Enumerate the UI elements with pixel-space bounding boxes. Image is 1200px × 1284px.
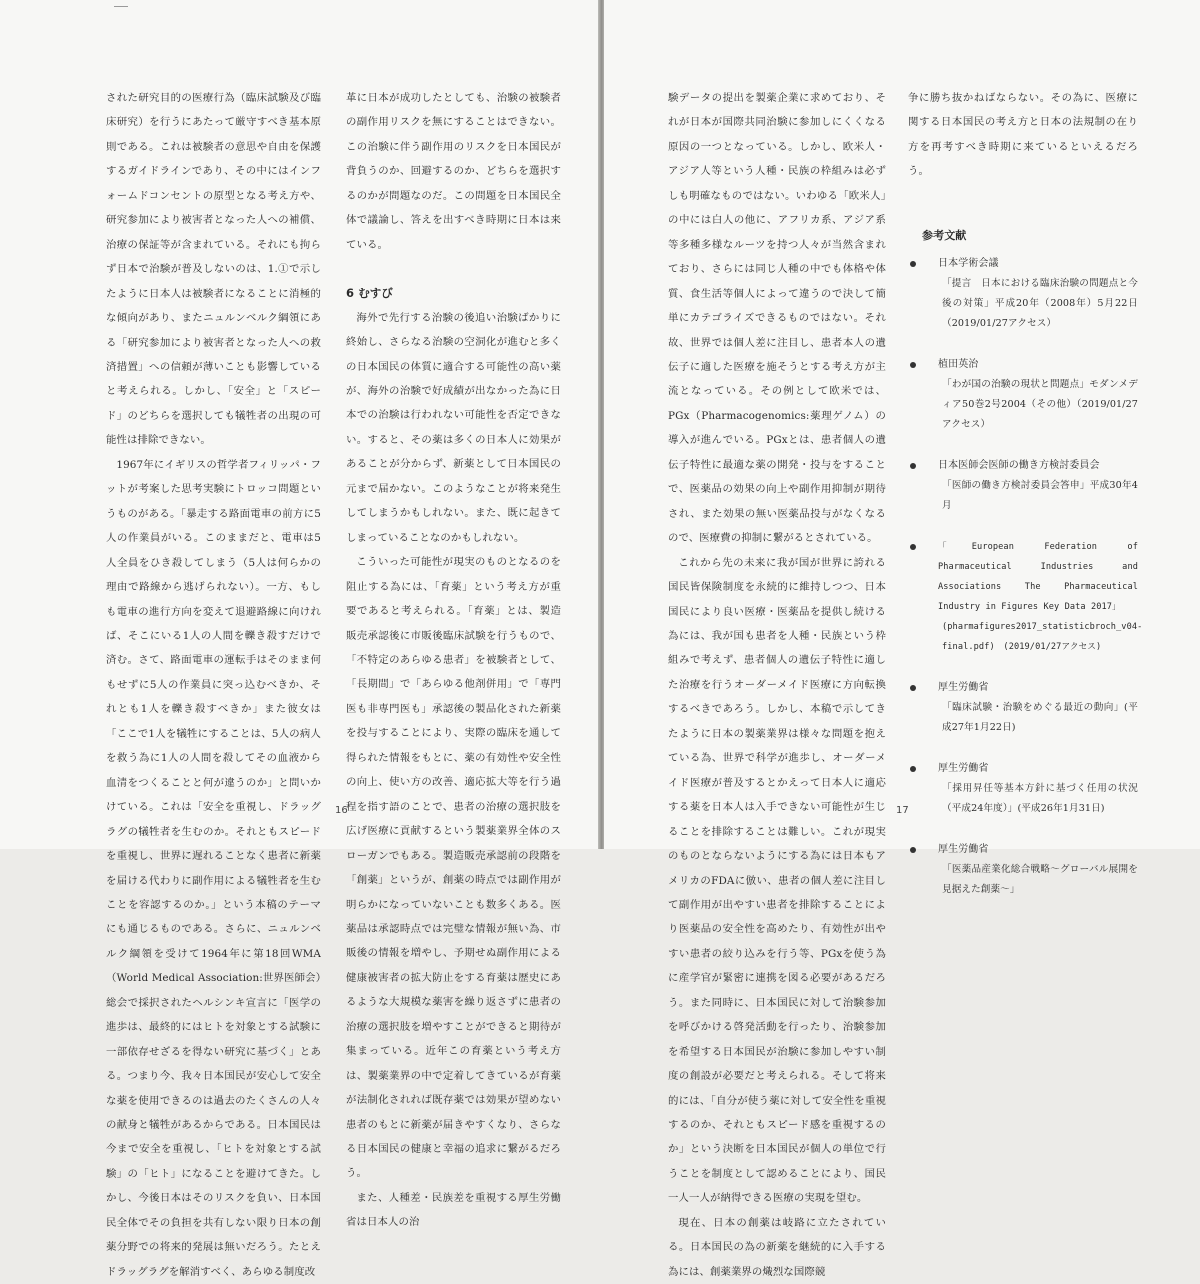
reference-detail: (pharmafigures2017_statisticbroch_v04-final.pdf) (2019/01/27アクセス) [942,621,1143,652]
left-page [0,0,600,1278]
reference-item [908,355,1138,435]
left-column-2 [346,86,561,1235]
reference-author: 厚生労働省 [938,843,989,855]
bullet-icon [910,362,916,368]
paragraph: 革に日本が成功したとしても、治験の被験者の副作用リスクを無にすることはできない。この治験に伴う副作用のリスクを日本国民が背負うのか、回避するのか、どちらを選択するのかが問題なのだ。この問題を日本国民全体で議論し、答えを出すべき時期に日本は来ている。 [346,92,561,251]
reference-author: 植田英治 [938,358,979,370]
page-number-right: 17 [896,805,909,816]
paragraph: 海外で先行する治験の後追い治験ばかりに終始し、さらなる治験の空洞化が進むと多くの日本国民の体質に適合する可能性の高い薬が、海外の治験で好成績が出なかった為に日本での治験は行われない可能性を否定できない。すると、その薬は多くの日本人に効果があることが分からず、新薬として日本国民の元まで届かない。このようなことが将来発生してしまうかもしれない。また、既に起きてしまっていることなのかもしれない。 [346,311,561,544]
reference-detail: 「医薬品産業化総合戦略～グローバル展開を見据えた創薬～」 [942,863,1138,895]
reference-author: 厚生労働省 [938,762,989,774]
reference-item [908,678,1138,738]
reference-detail: 「採用昇任等基本方針に基づく任用の状況（平成24年度）」(平成26年1月31日) [942,782,1138,814]
paragraph: 1967年にイギリスの哲学者フィリッパ・フットが考案した思考実験にトロッコ問題というものがある。「暴走する路面電車の前方に5人の作業員がいる。このままだと、電車は5人全員をひき殺してしまう（5人は何らかの理由で路線から逃げられない）。一方、もしも電車の進行方向を変えて退避路線に向ければ、そこにいる1人の人間を轢き殺すだけで済む。さて、路面電車の運転手はそのまま何もせずに5人の作業員に突っ込むべきか、それとも1人を轢き殺すべきか」また彼女は「ここで1人を犠牲にすることは、5人の病人を救う為に1人の人間を殺してその血液から血清をつくることと何が違うのか」と問いかけている。これは「安全を重視し、ドラッグラグの犠牲者を生むのか。それともスピードを重視し、世界に遅れることなく患者に新薬を届ける代わりに副作用による犠牲者を生むことを容認するのか。」という本稿のテーマにも通じるものである。さらに、ニュルンベルク綱領を受けて1964年に第18回WMA（World Medical Association:世界医師会）総会で採択されたヘルシンキ宣言に「医学の進歩は、最終的にはヒトを対象とする試験に一部依存せざるを得ない研究に基づく」とある。つまり今、我々日本国民が安心して安全な薬を使用できるのは過去のたくさんの人々の献身と犠牲があるからである。日本国民は今まで安全を重視し、「ヒトを対象とする試験」の「ヒト」になることを避けてきた。しかし、今後日本はそのリスクを負い、日本国民全体でその負担を共有しない限り日本の創薬分野での将来的発展は無いだろう。たとえドラッグラグを解消すべく、あらゆる制度改 [106,458,321,1278]
reference-detail: 「臨床試験・治験をめぐる最近の動向」(平成27年1月22日) [942,701,1138,733]
references-title: 参考文献 [922,228,967,242]
left-column-1 [106,86,321,1284]
reference-detail: 「提言 日本における臨床治験の問題点と今後の対策」平成20年（2008年）5月22日 （2019/01/27アクセス） [942,277,1148,329]
bullet-icon [910,685,916,691]
right-page [604,0,1200,1278]
reference-author: 厚生労働省 [938,681,989,693]
right-column-2 [908,86,1148,921]
paragraph: された研究目的の医療行為（臨床試験及び臨床研究）を行うにあたって厳守すべき基本原則である。これは被験者の意思や自由を保護するガイドラインであり、その中にはインフォームドコンセントの原型となる考え方や、研究参加により被害者となった人への補償、治療の保証等が含まれている。それにも拘らず日本で治験が普及しないのは、1.①で示したように日本人は被験者になることに消極的な傾向があり、またニュルンベルク綱領にある「研究参加により被害者となった人への救済措置」への信頼が薄いことも影響していると考えられる。しかし、「安全」と「スピード」のどちらを選択しても犠牲者の出現の可能性は排除できない。 [106,92,321,447]
bullet-icon [910,847,916,853]
reference-item [908,840,1138,900]
reference-author: 「European Federation of Pharmaceutical Industries and Associations The Pharmaceutical Industry in Figures Key Data 2017」 [938,541,1138,612]
page-number-left: 16 [335,805,348,816]
right-column-2-intro [908,86,1138,184]
bullet-icon [910,544,916,550]
left-column-2-intro [346,86,561,257]
reference-item [908,254,1148,334]
bullet-icon [910,766,916,772]
reference-author: 日本学術会議 [938,257,999,269]
paragraph: これから先の未来に我が国が世界に誇れる国民皆保険制度を永続的に維持しつつ、日本国民により良い医療・医薬品を提供し続ける為には、我が国も患者を人種・民族という枠組みで考えず、患者個人の遺伝子特性に適した治療を行うオーダーメイド医療に方向転換するべきであろう。しかし、本稿で示してきたように日本の製薬業界は様々な問題を抱えている為、世界で科学が進歩し、オーダーメイド医療が普及するとかえって日本人に適応する薬を日本人は入手できない可能性が生じることを排除することは難しい。これが現実のものとならないようにする為には日本もアメリカのFDAに倣い、患者の個人差に注目して副作用が出やすい患者を排除することにより医薬品の安全性を高めたり、有効性が出やすい患者の絞り込みを行う等、PGxを使う為に産学官が緊密に連携を図る必要があるだろう。また同時に、日本国民に対して治験参加を呼びかける啓発活動を行ったり、治験参加を希望する日本国民が治験に参加しやすい制度の創設が必要だと考えられる。そして将来的には、「自分が使う薬に対して安全性を重視するのか、それともスピード感を重視するのか」という決断を日本国民が個人の単位で行うことを制度として認めることにより、国民一人一人が納得できる医療の実現を望む。 [668,556,886,1205]
scan-corner-mark [114,6,128,17]
paragraph: 現在、日本の創薬は岐路に立たされている。日本国民の為の新薬を継続的に入手する為には、創薬業界の熾烈な国際競 [668,1216,886,1278]
right-column-1 [668,86,886,1284]
left-column-2-body [346,306,561,1235]
paragraph: 験データの提出を製薬企業に求めており、それが日本が国際共同治験に参加しにくくなる原因の一つとなっている。しかし、欧米人・アジア人等という人種・民族の枠組みは必ずしも明確なものではない。いわゆる「欧米人」の中には白人の他に、アフリカ系、アジア系等多種多様なルーツを持つ人々が当然含まれており、さらには同じ人種の中でも体格や体質、食生活等個人によって違うので決して簡単にカテゴライズできるものではない。それ故、世界では個人差に注目し、患者本人の遺伝子に適した医療を施そうとする考え方が主流となっている。その例として欧米では、PGx（Pharmacogenomics:薬理ゲノム）の導入が進んでいる。PGxとは、患者個人の遺伝子特性に最適な薬の開発・投与をすることで、医薬品の効果の向上や副作用抑制が期待され、また効果の無い医薬品投与がなくなるので、医療費の抑制に繋がるとされている。 [668,92,886,545]
section-heading-conclusion: 6 むすび [346,286,394,301]
reference-item [908,456,1138,516]
reference-author: 日本医師会医師の働き方検討委員会 [938,459,1100,471]
paragraph: こういった可能性が現実のものとなるのを阻止する為には、「育薬」という考え方が重要であると考えられる。「育薬」とは、製造販売承認後に市販後臨床試験を行うもので、「不特定のあらゆる患者」を被験者として、「長期間」で「あらゆる他剤併用」で「専門医も非専門医も」承認後の製品化された新薬を投与することにより、実際の臨床を通して得られた情報をもとに、薬の有効性や安全性の向上、使い方の改善、適応拡大等を行う過程を指す語のことで、患者の治療の選択肢を広げ医療に貢献するという製薬業界全体のスローガンでもある。製造販売承認前の段階を「創薬」というが、創薬の時点では副作用が明らかになっていないことも数多くある。医薬品は承認時点では完璧な情報が無い為、市販後の情報を増やし、予期せぬ副作用による健康被害者の拡大防止をする育薬は歴史にあるような大規模な薬害を繰り返さずに患者の治療の選択肢を増やすことができると期待が集まっている。近年この育薬という考え方は、製薬業界の中で定着してきているが育薬が法制化されれば既存薬では効果が望めない患者のもとに新薬が届きやすくなり、さらなる日本国民の健康と幸福の追求に繋がるだろう。 [346,556,561,1180]
reference-detail: 「医師の働き方検討委員会答申」平成30年4月 [942,479,1138,511]
paragraph: 争に勝ち抜かねばならない。その為に、医療に関する日本国民の考え方と日本の法規制の在り方を再考すべき時期に来ているといえるだろう。 [908,92,1138,178]
bullet-icon [910,261,916,267]
bullet-icon [910,463,916,469]
reference-detail: 「わが国の治験の現状と問題点」モダンメディア50巻2号2004（その他）（2019/01/27アクセス） [942,378,1138,430]
paragraph: また、人種差・民族差を重視する厚生労働省は日本人の治 [346,1191,561,1229]
references-list [908,254,1148,900]
reference-item [908,537,1143,657]
reference-item [908,759,1138,819]
